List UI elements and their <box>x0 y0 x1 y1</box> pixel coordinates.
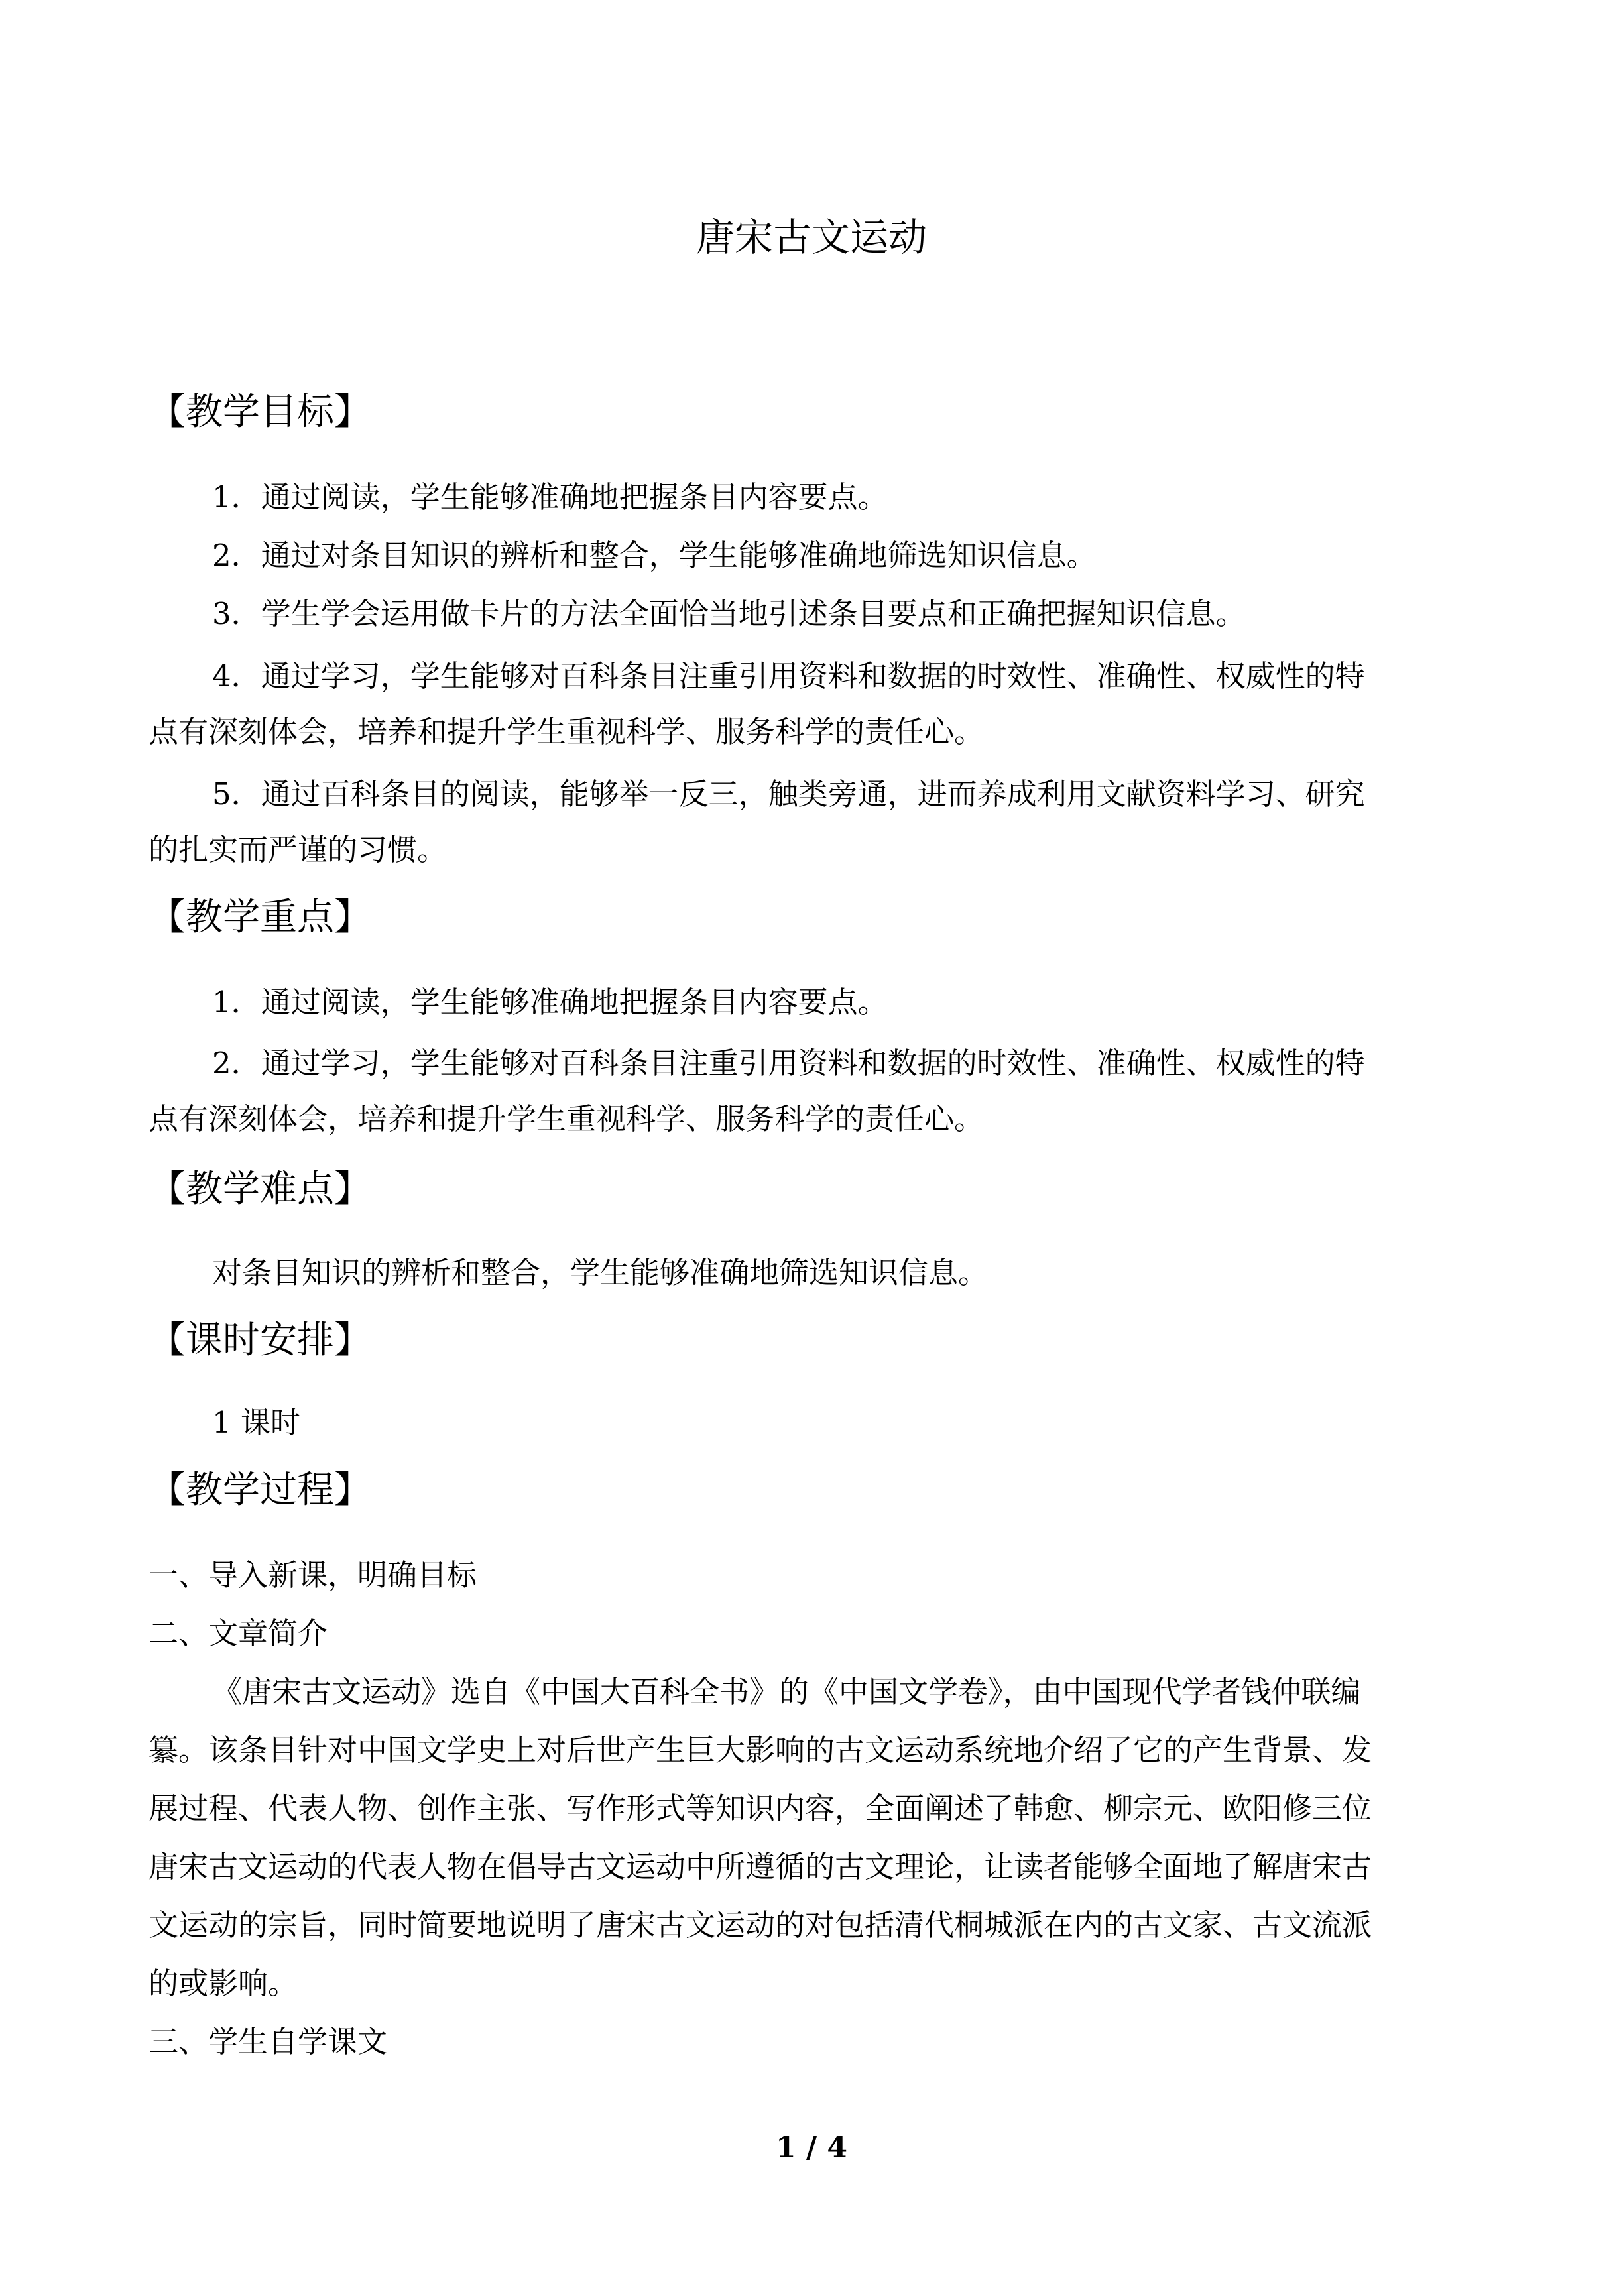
process-step-3: 三、学生自学课文 <box>149 2024 388 2059</box>
page-number: 1 / 4 <box>776 2131 847 2165</box>
schedule-item: 1 课时 <box>212 1405 300 1440</box>
objective-item-1: 1．通过阅读，学生能够准确地把握条目内容要点。 <box>212 479 888 514</box>
heading-difficulties: 【教学难点】 <box>149 1168 371 1211</box>
article-intro-line-2: 纂。该条目针对中国文学史上对后世产生巨大影响的古文运动系统地介绍了它的产生背景、发 <box>149 1732 1372 1768</box>
process-step-1: 一、导入新课，明确目标 <box>149 1557 477 1593</box>
objective-item-5: 5．通过百科条目的阅读，能够举一反三，触类旁通，进而养成利用文献资料学习、研究 <box>212 776 1365 812</box>
article-intro-line-5: 文运动的宗旨，同时简要地说明了唐宋古文运动的对包括清代桐城派在内的古文家、古文流派 <box>149 1907 1372 1943</box>
article-intro-line-4: 唐宋古文运动的代表人物在倡导古文运动中所遵循的古文理论，让读者能够全面地了解唐宋古 <box>149 1849 1372 1884</box>
heading-key-points: 【教学重点】 <box>149 896 371 939</box>
difficulty-item: 对条目知识的辨析和整合，学生能够准确地筛选知识信息。 <box>212 1255 989 1290</box>
document-title: 唐宋古文运动 <box>695 215 927 260</box>
process-step-2: 二、文章简介 <box>149 1616 328 1651</box>
objective-item-5-cont: 的扎实而严谨的习惯。 <box>149 832 448 867</box>
article-intro-line-3: 展过程、代表人物、创作主张、写作形式等知识内容，全面阐述了韩愈、柳宗元、欧阳修三位 <box>149 1791 1372 1826</box>
key-point-item-2-cont: 点有深刻体会，培养和提升学生重视科学、服务科学的责任心。 <box>149 1101 985 1136</box>
key-point-item-2: 2．通过学习，学生能够对百科条目注重引用资料和数据的时效性、准确性、权威性的特 <box>212 1046 1365 1081</box>
article-intro-line-1: 《唐宋古文运动》选自《中国大百科全书》的《中国文学卷》，由中国现代学者钱仲联编 <box>212 1674 1361 1709</box>
heading-process: 【教学过程】 <box>149 1469 371 1512</box>
objective-item-2: 2．通过对条目知识的辨析和整合，学生能够准确地筛选知识信息。 <box>212 538 1097 573</box>
objective-item-4: 4．通过学习，学生能够对百科条目注重引用资料和数据的时效性、准确性、权威性的特 <box>212 658 1365 694</box>
key-point-item-1: 1．通过阅读，学生能够准确地把握条目内容要点。 <box>212 985 888 1020</box>
article-intro-line-6: 的或影响。 <box>149 1966 298 2001</box>
heading-schedule: 【课时安排】 <box>149 1319 371 1362</box>
objective-item-4-cont: 点有深刻体会，培养和提升学生重视科学、服务科学的责任心。 <box>149 714 985 749</box>
heading-objectives: 【教学目标】 <box>149 391 371 434</box>
objective-item-3: 3．学生学会运用做卡片的方法全面恰当地引述条目要点和正确把握知识信息。 <box>212 596 1246 631</box>
